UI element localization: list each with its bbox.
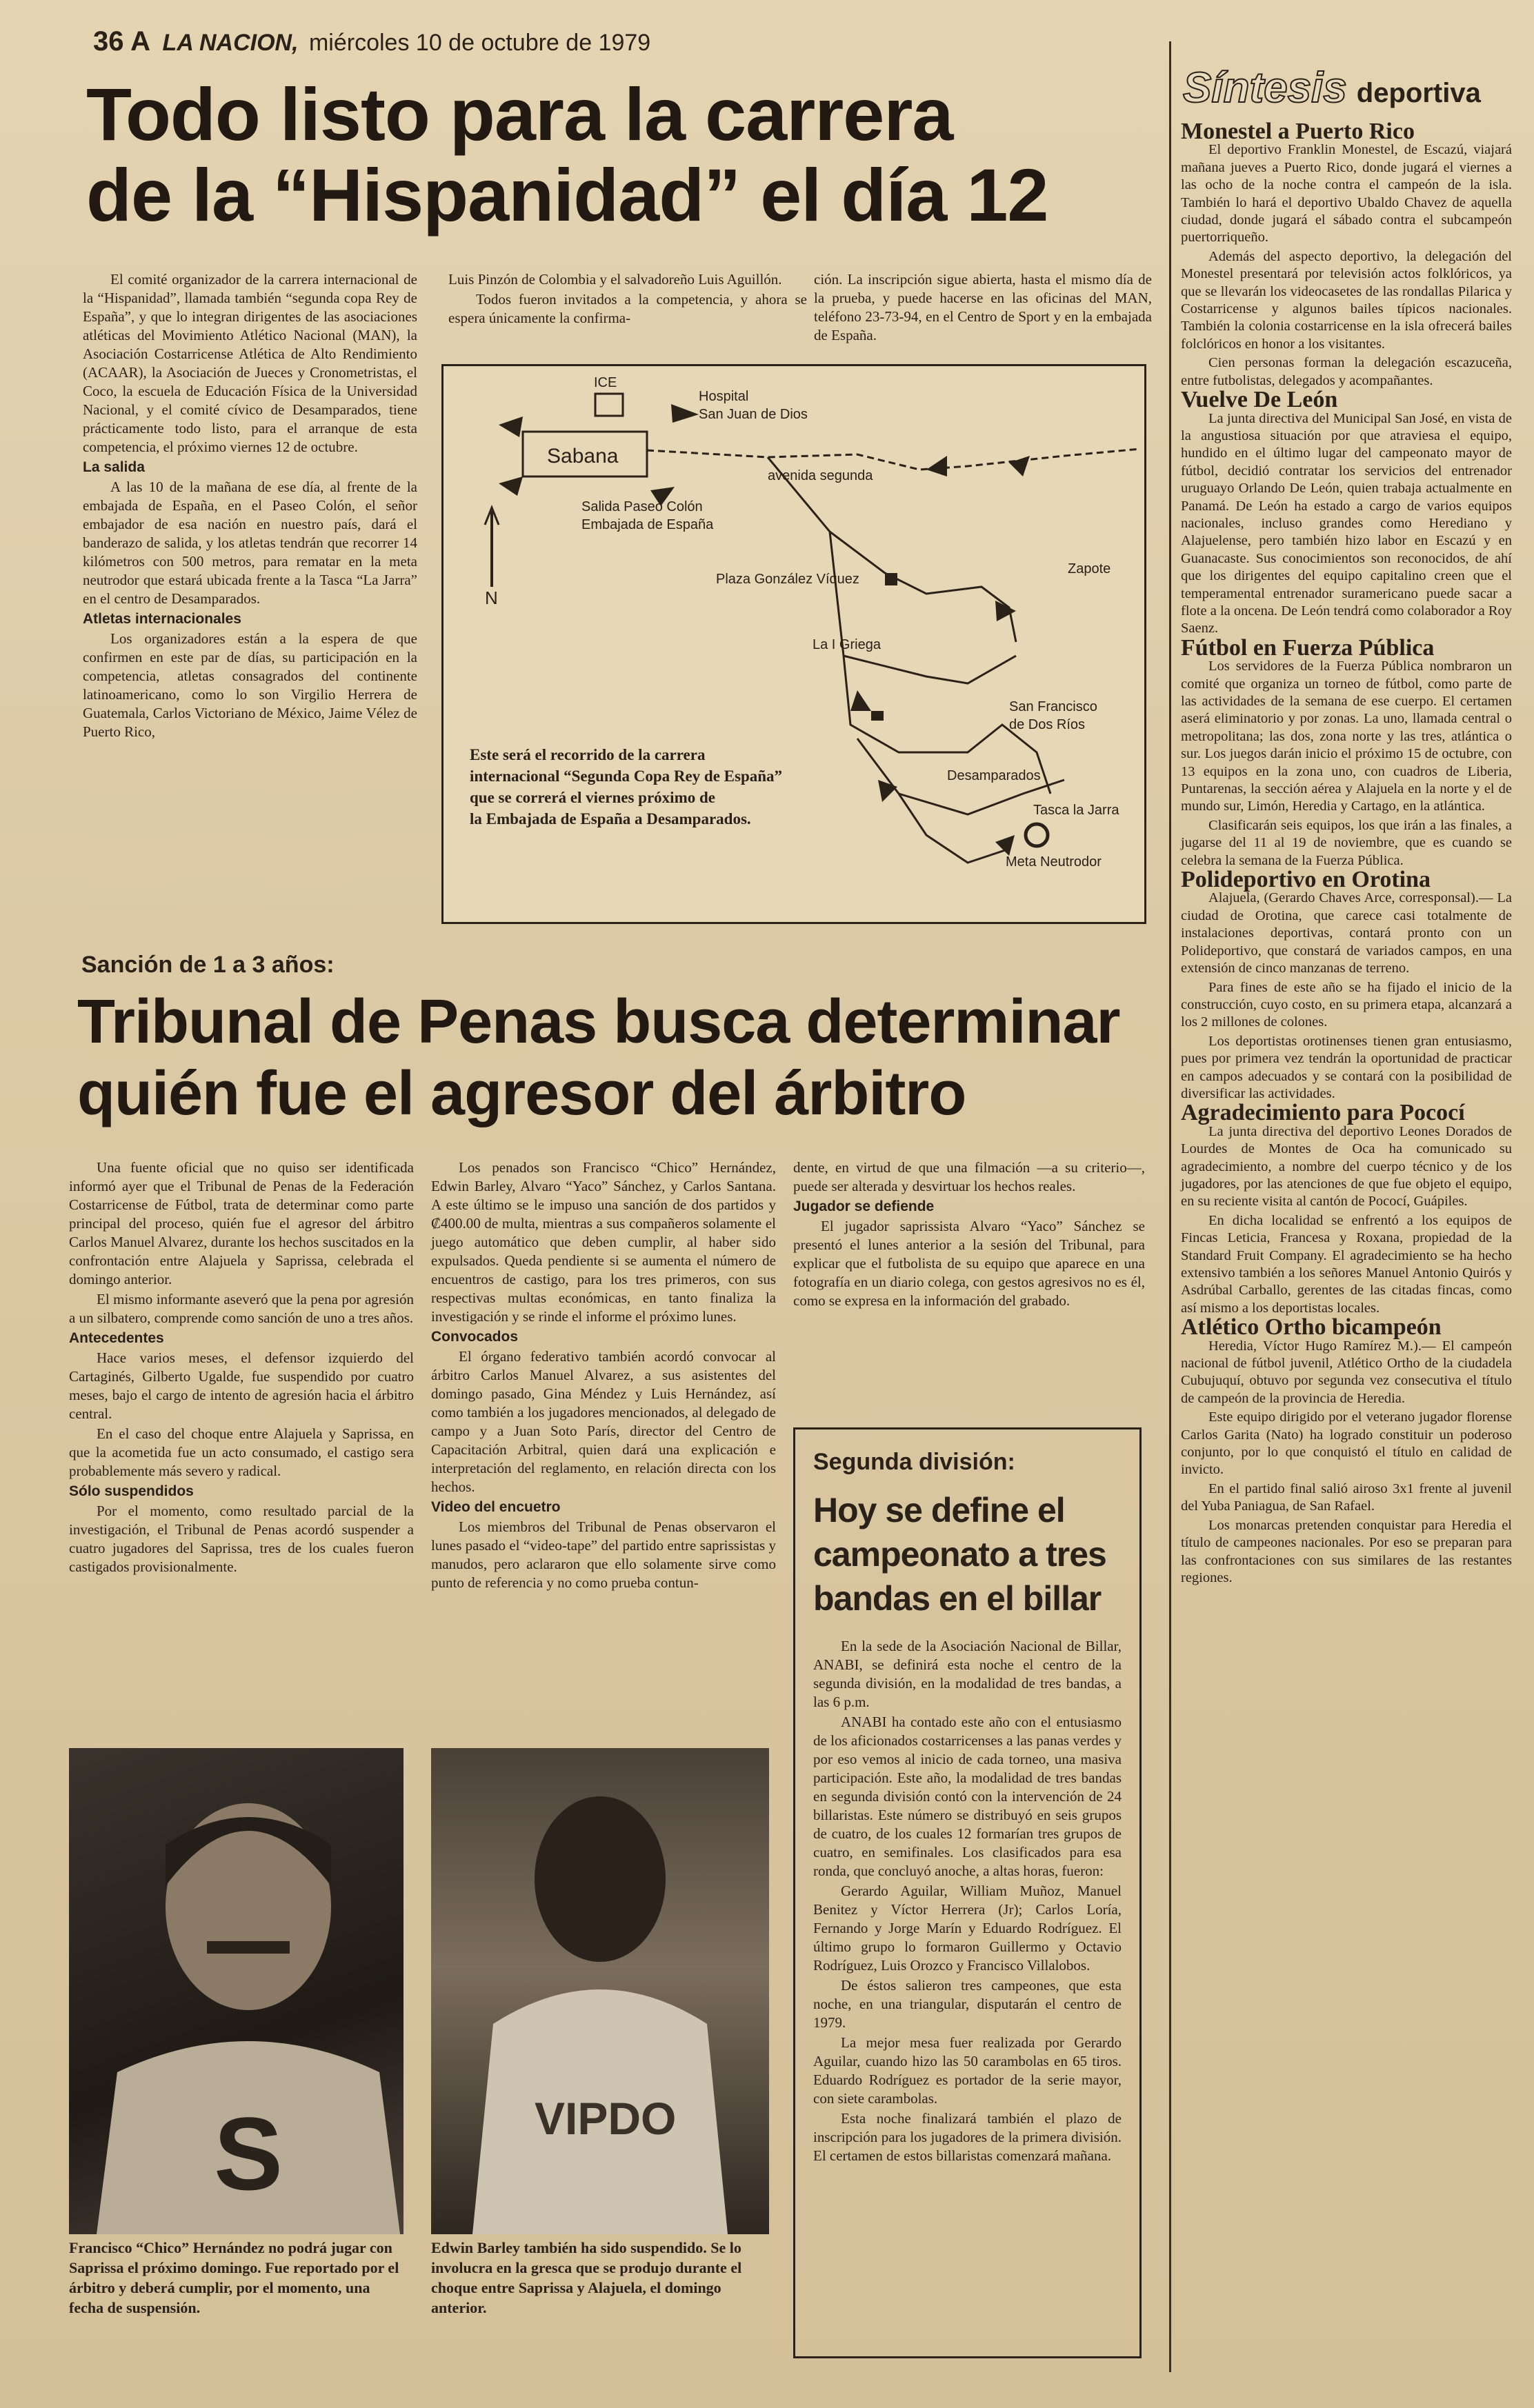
story1-paragraph: Todos fueron invitados a la competencia, y ahora se espera únicamente la confirma- [448, 291, 807, 326]
map-label-plaza: Plaza González Víquez [716, 572, 859, 587]
map-label-dosrios: de Dos Ríos [1009, 717, 1086, 732]
map-caption [470, 744, 856, 830]
story2-subhead-video: Video del encuetro [431, 1499, 561, 1515]
story2-headline [77, 986, 1160, 1130]
story2-kicker: Sanción de 1 a 3 años: [81, 952, 335, 978]
story2-headline-line2: quién fue el agresor del árbitro [77, 1059, 966, 1129]
map-label-griega: La I Griega [813, 637, 881, 652]
sidebar-paragraph: En el partido final salió airoso 3x1 frente al juvenil del Yuba Paniagua, de San Rafael. [1181, 1481, 1512, 1514]
map-caption-line: que se correrá el viernes próximo de [470, 789, 715, 806]
story2-paragraph: El jugador saprissista Alvaro “Yaco” Sánchez se presentó el lunes anterior a la sesión del Tribunal, para explicar que el futbolista de su equipo que aparece en una fotografía en un diario colega, con gestos agresivos no es él, como se expresa en la información del grabado. [793, 1218, 1145, 1309]
map-label-hospital: Hospital [699, 389, 749, 404]
sidebar-paragraph: Los deportistas orotinenses tienen gran entusiasmo, pues por primera vez tendrán la oportunidad de practicar en campos adecuados y se contará con la posibilidad de diversificar las actividades. [1181, 1033, 1512, 1101]
sidebar-header [1183, 63, 1514, 112]
story2-paragraph: Una fuente oficial que no quiso ser identificada informó ayer que el Tribunal de Penas de la Federación Costarricense de Fútbol, trata de determinar como parte principal del proceso, quién fue el agresor del árbitro Carlos Manuel Alvarez, durante los hechos suscitados en la confrontación entre Alajuela y Saprissa, celebrada el domingo anterior. [69, 1159, 414, 1287]
route-map-drawing [444, 366, 1144, 922]
story2-paragraph: dente, en virtud de que una filmación —a su criterio—, puede ser alterada y desvirtuar los hechos reales. [793, 1159, 1145, 1194]
route-map [441, 364, 1146, 924]
photo2-figure [431, 1748, 769, 2234]
story2-paragraph: Los penados son Francisco “Chico” Hernández, Edwin Barley, Alvaro “Yaco” Sánchez, y Carlos Santana. A este último se le impuso una sanción de dos partidos y ₡400.00 de multa, mientras a sus compañeros solamente el juego automático que deben cumplir, al haber sido expulsados. Queda pendiente si se aumenta el número de encuentros de castigo, para los tres primeros, con sus respectivas multas económicas, en tanto finaliza la investigación y se rinde el informe el próximo lunes. [431, 1159, 776, 1325]
story1-paragraph: A las 10 de la mañana de ese día, al frente de la embajada de España, en el Paseo Colón, el señor embajador de esa nación en nuestro país, dará el banderazo de salida, y los atletas tendrán que recorrer 14 kilómetros con 500 metros, para rematar en la meta neutrodor que estará ubicada frente a la Tasca “La Jarra” en el centro de Desamparados. [83, 479, 417, 607]
map-label-embajada: Embajada de España [581, 517, 714, 532]
map-label-avenida: avenida segunda [768, 468, 873, 483]
sidebar-title-deportiva: deportiva [1356, 78, 1481, 108]
story2-paragraph: El mismo informante aseveró que la pena por agresión a un silbatero, comprende como sanción de uno a tres años. [69, 1291, 414, 1326]
story2-subhead-jugador: Jugador se defiende [793, 1198, 935, 1214]
map-label-meta: Meta Neutrodor [1006, 854, 1102, 870]
masthead [93, 26, 650, 57]
story3-paragraph: Gerardo Aguilar, William Muñoz, Manuel Benitez y Víctor Herrera (Jr); Carlos Loría, Fernando y Jorge Marín y Eduardo Rodríguez. El último grupo lo formaron Guillermo y Octavio Rodríguez, Luis Orozco y Francisco Villalobos. [813, 1883, 1122, 1974]
map-label-sabana: Sabana [547, 445, 619, 468]
story2-column1 [69, 1158, 414, 1578]
sidebar-paragraph: La junta directiva del deportivo Leones Dorados de Lourdes de Montes de Oca ha comunicado su agradecimiento, a nombre del cuerpo técnico y de los jugadores, por las atenciones de que fue objeto el equipo, en su reciente visita al cantón de Pococí, Guápiles. [1181, 1123, 1512, 1210]
paper-name: LA NACION, [162, 30, 299, 56]
story1-headline-line2: de la “Hispanidad” el día 12 [86, 152, 1048, 237]
story3-body [813, 1637, 1122, 2165]
story1-subhead-atletas: Atletas internacionales [83, 611, 241, 627]
story2-paragraph: El órgano federativo también acordó convocar al árbitro Carlos Manuel Alvarez, a sus asistentes del domingo pasado, Gina Méndez y Luis Hernández, así como también a los jugadores mencionados, al delegado de campo y a Juan Soto París, director del Centro de Capacitación Arbitral, quien dará una explicación e interpretación del reglamento, en relación directa con los hechos. [431, 1348, 776, 1495]
photo1-shirt-letter: S [214, 2096, 283, 2211]
map-label-salida: Salida Paseo Colón [581, 499, 703, 514]
story1-column2 [448, 270, 807, 329]
story1-headline [86, 74, 1162, 235]
story2-headline-line1: Tribunal de Penas busca determinar [77, 987, 1120, 1056]
billar-box [793, 1427, 1142, 2358]
sidebar-section-title: Agradecimiento para Pococí [1181, 1100, 1465, 1126]
story3-paragraph: La mejor mesa fuer realizada por Gerardo Aguilar, cuando hizo las 50 carambolas en 65 tiros. Eduardo Rodríguez es portador de la serie mayor, con siete carambolas. [813, 2034, 1122, 2107]
story1-headline-line1: Todo listo para la carrera [86, 72, 953, 156]
map-caption-line: internacional “Segunda Copa Rey de España” [470, 767, 783, 785]
story3-paragraph: Esta noche finalizará también el plazo de inscripción para los jugadores de la primera división. El certamen de estos billaristas comenzará mañana. [813, 2110, 1122, 2164]
story3-paragraph: ANABI ha contado este año con el entusiasmo de los aficionados costarricenses a las panas verdes y por eso vemos al inicio de cada torneo, una masiva participación. Este año, la modalidad de tres bandas en segunda división contó con la intervención de 24 billaristas. Este número se distribuyó en seis grupos de cuatro, de los cuales 12 formarían tres grupos de cuatro, en semifinales. Los clasificados para esa ronda, que concluyó anoche, a altas horas, fueron: [813, 1714, 1122, 1879]
map-label-desamparados: Desamparados [947, 768, 1041, 783]
map-label-hospital-2: San Juan de Dios [699, 407, 808, 422]
photo-francisco-hernandez [69, 1748, 404, 2234]
sidebar-paragraph: Los servidores de la Fuerza Pública nombraron un comité que organiza un torneo de fútbol, como parte de las actividades de la semana de ese cuerpo. El certamen aserá eliminatorio y por zonas. La uno, llamada central o metropolitana; las dos, zona norte y las tres, atlántica o sur. Los juegos darán inicio el próximo 15 de octubre, con 13 equipos en la zona uno, con cuadros de Liberia, Puntarenas, la sección aérea y Alajuela en la norte y el de mundo sur, Limón, Heredia y Cartago, en la atlántica. [1181, 659, 1512, 814]
photo1-figure [69, 1748, 404, 2234]
story2-paragraph: En el caso del choque entre Alajuela y Saprissa, en que la acometida fue un acto consumado, el castigo sera probablemente más severo y radical. [69, 1425, 414, 1479]
sidebar-paragraph: Alajuela, (Gerardo Chaves Arce, corresponsal).— La ciudad de Orotina, que carece casi totalmente de instalaciones deportivas, contará pronto con un Polideportivo, que constará de variados campos, en una extensión de cinco manzanas de terreno. [1181, 890, 1512, 976]
page-number: 36 A [93, 26, 151, 57]
map-label-sanfrancisco: San Francisco [1009, 699, 1097, 714]
sidebar-section-title: Atlético Ortho bicampeón [1181, 1314, 1442, 1341]
sidebar-paragraph: El deportivo Franklin Monestel, de Escazú, viajará mañana jueves a Puerto Rico, donde jugará el viernes a las ocho de la noche contra el campeón de la isla. También lo hará el deportivo Ubaldo Chavez de aquella ciudad, donde jugará el sábado contra el subcampeón puertorriqueño. [1181, 142, 1512, 245]
story1-subhead-salida: La salida [83, 459, 145, 475]
sidebar-paragraph: Los monarcas pretenden conquistar para Heredia el título de campeones nacionales. Por eso se preparan para las confrontaciones con sus similares de las restantes regiones. [1181, 1517, 1512, 1585]
masthead-date: miércoles 10 de octubre de 1979 [308, 30, 651, 56]
story1-paragraph: El comité organizador de la carrera internacional de la “Hispanidad”, llamada también “segunda copa Rey de España”, y que lo integran dirigentes de las asociaciones atléticas del Movimiento Atlético Nacional (MAN), la Asociación Costarricense Atlética de Alto Rendimiento (ACAAR), la Asociación de Jueces y Cronometristas, el Coco, la escuela de Educación Física de la Universidad Nacional, y el comité cívico de Desamparados, tiene prácticamente todo listo, para el arranque de esta competencia, el próximo viernes 12 de octubre. [83, 271, 417, 455]
story2-paragraph: Por el momento, como resultado parcial de la investigación, el Tribunal de Penas acordó suspender a cuatro jugadores del Saprissa, tres de los cuales fueron castigados provisionalmente. [69, 1503, 414, 1575]
story1-paragraph: Luis Pinzón de Colombia y el salvadoreño Luis Aguillón. [448, 271, 782, 288]
story2-paragraph: Hace varios meses, el defensor izquierdo del Cartaginés, Gilberto Ugalde, fue suspendido por cuatro meses, bajo el cargo de intento de agresión hacia el árbitro central. [69, 1350, 414, 1422]
photo1-caption: Francisco “Chico” Hernández no podrá jugar con Saprissa el próximo domingo. Fue reportado por el árbitro y deberá cumplir, por el momento, una fecha de suspensión. [69, 2239, 399, 2316]
sidebar-paragraph: Cien personas forman la delegación escazuceña, entre futbolistas, delegados y acompañantes. [1181, 355, 1512, 388]
story1-paragraph: Los organizadores están a la espera de que confirmen en este par de días, su participación en la competencia, atletas consagrados del continente latinoamericano, como lo son Virgilio Herrera de Guatemala, Carlos Victoriano de México, Jaime Vélez de Puerto Rico, [83, 630, 417, 740]
sidebar-paragraph: La junta directiva del Municipal San José, en vista de la angustiosa situación por que atraviesa el equipo, hundido en el último lugar del campeonato mayor de fútbol, decidió contratar los servicios del entrenador uruguayo Orlando De León, quien trabaja actualmente en Panamá. De León ha estado a cargo de varios equipos nacionales, incluso grandes como Herediano y Alajuelense, pero también hizo labor en Escazú y en Guanacaste. Sus conocimientos son reconocidos, de ahí que los dirigentes del equipo capitalino creen que el temperamental entrenador suramericano puede sacar a flote a la oncena. De León tendrá como colaborador a Roy Saenz. [1181, 410, 1512, 636]
story3-headline: Hoy se define el campeonato a tres bandas en el billar [813, 1491, 1106, 1618]
photo2-shirt-text: VIPDO [535, 2093, 677, 2144]
map-label-ice: ICE [594, 375, 617, 390]
map-north-marker: N [485, 588, 498, 608]
sidebar-section-title: Polideportivo en Orotina [1181, 867, 1431, 893]
story2-subhead-convocados: Convocados [431, 1329, 519, 1345]
story2-column2 [431, 1158, 776, 1594]
sidebar-section-title: Fútbol en Fuerza Pública [1181, 634, 1435, 661]
sidebar-section-title: Monestel a Puerto Rico [1181, 119, 1415, 144]
map-caption-line: la Embajada de España a Desamparados. [470, 810, 751, 827]
sidebar-paragraph: En dicha localidad se enfrentó a los equipos de Fincas Leticia, Francesa y Roxana, propiedad de la Standard Fruit Company. El agradecimiento se ha hecho extensivo también a los señores Manuel Antonio Quirós y Asdrúbal Carballo, gerentes de las citadas fincas, como así mismo a los deportistas locales. [1181, 1212, 1512, 1316]
map-caption-line: Este será el recorrido de la carrera [470, 746, 706, 763]
story1-paragraph: ción. La inscripción sigue abierta, hasta el mismo día de la prueba, y puede hacerse en las oficinas del MAN, teléfono 23-73-94, en el Centro de Sport y en la embajada de España. [814, 271, 1152, 343]
story2-column3 [793, 1158, 1145, 1312]
sidebar-paragraph: Este equipo dirigido por el veterano jugador florense Carlos Garita (Nato) ha logrado constituir un poderoso conjunto, por lo que conquistó el título en calidad de invicto. [1181, 1409, 1512, 1478]
story1-column1 [83, 270, 417, 743]
story3-paragraph: De éstos salieron tres campeones, que esta noche, en una triangular, disputarán el centro de 1979. [813, 1977, 1122, 2031]
story3-kicker: Segunda división: [813, 1449, 1015, 1475]
sidebar-paragraph: Para fines de este año se ha fijado el inicio de la construcción, cuyo costo, en su primera etapa, alcanzará a los 2 millones de colones. [1181, 979, 1512, 1030]
map-label-zapote: Zapote [1068, 561, 1111, 576]
story2-paragraph: Los miembros del Tribunal de Penas observaron el lunes pasado el “video-tape” del partido entre saprissistas y manudos, pero aclararon que ello solamente sirve como punto de referencia y no como prueba contun- [431, 1518, 776, 1591]
sidebar-column [1181, 119, 1512, 1588]
sidebar-title-sintesis: Síntesis [1183, 64, 1347, 112]
map-label-tasca: Tasca la Jarra [1033, 803, 1119, 818]
story2-subhead-antecedentes: Antecedentes [69, 1330, 164, 1346]
sidebar-paragraph: Heredia, Víctor Hugo Ramírez M.).— El campeón nacional de fútbol juvenil, Atlético Ortho de la ciudadela Cubujuquí, obtuvo por segunda vez consecutiva el título de campeón de la provincia de Heredia. [1181, 1338, 1512, 1406]
story2-subhead-suspendidos: Sólo suspendidos [69, 1483, 194, 1499]
story3-paragraph: En la sede de la Asociación Nacional de Billar, ANABI, se definirá esta noche el centro de la segunda división, en la modalidad de tres bandas, a las 6 p.m. [813, 1638, 1122, 1710]
photo-edwin-barley [431, 1748, 769, 2234]
sidebar-paragraph: Clasificarán seis equipos, los que irán a las finales, a jugarse del 11 al 19 de noviembre, que es cuando se celebra la semana de la Fuerza Pública. [1181, 817, 1512, 868]
sidebar-divider [1169, 41, 1171, 2372]
sidebar-paragraph: Además del aspecto deportivo, la delegación del Monestel presentará por televisión actos folklóricos, ya que se llevarán los videocasetes de las rondallas Pilarica y Costarricense y algunos bailes típicos nacionales. También la colonia costarricense en la isla ofrecerá bailes folclóricos en honor a los visitantes. [1181, 248, 1512, 352]
photo2-caption: Edwin Barley también ha sido suspendido. Se lo involucra en la gresca que se produjo durante el choque entre Saprissa y Alajuela, el domingo anterior. [431, 2239, 742, 2316]
story1-column3 [814, 270, 1152, 346]
sidebar-section-title: Vuelve De León [1181, 387, 1338, 413]
